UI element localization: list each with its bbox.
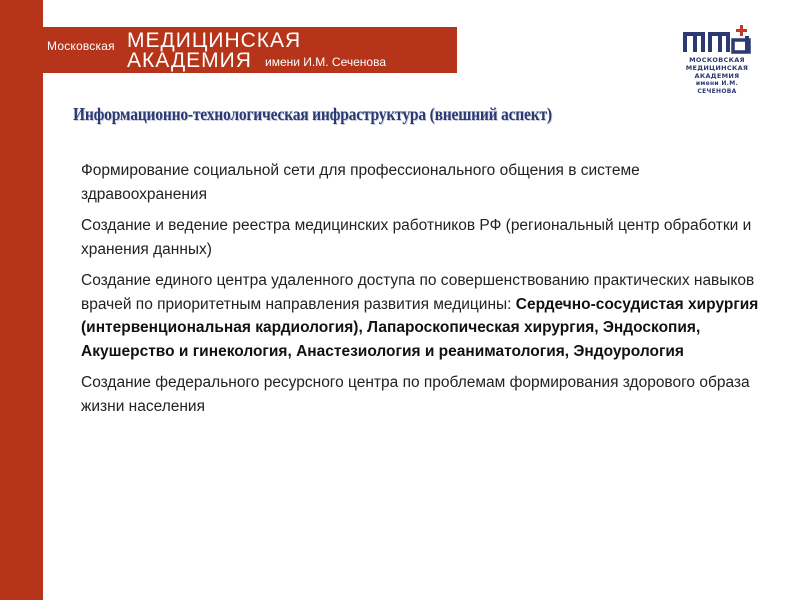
banner-small-right: имени И.М. Сеченова	[265, 55, 386, 69]
paragraph-text: Создание единого центра удаленного доступа по совершенствованию практических навыков врачей по приоритетным направления развития медицины:	[81, 272, 755, 313]
banner-title-line1: МЕДИЦИНСКАЯ	[127, 29, 302, 52]
logo-text-line3: АКАДЕМИЯ	[694, 72, 740, 80]
academy-logo	[677, 24, 757, 95]
slide-content	[81, 159, 761, 426]
paragraph-bold-specialties: Сердечно-сосудистая хирургия (интервенциональная кардиология), Лапароскопическая хирургия, Эндоскопия, Акушерство и гинекология, Анастезиология и реаниматология, Эндоурология	[81, 295, 759, 360]
left-accent-bar	[0, 0, 43, 600]
paragraph-text: Создание федерального ресурсного центра по проблемам формирования здорового образа жизни населения	[81, 374, 750, 415]
paragraph-text: Формирование социальной сети для профессионального общения в системе здравоохранения	[81, 162, 640, 203]
content-paragraph-4	[81, 371, 761, 418]
academy-logo-icon	[681, 24, 753, 54]
logo-text-line1: МОСКОВСКАЯ	[689, 56, 745, 64]
content-paragraph-1	[81, 159, 761, 206]
content-paragraph-2	[81, 214, 761, 261]
logo-text-line4: имени И.М. СЕЧЕНОВА	[695, 80, 739, 95]
logo-text-line2: МЕДИЦИНСКАЯ	[685, 64, 749, 72]
slide-subtitle: Информационно-технологическая инфраструктура (внешний аспект)	[73, 104, 552, 124]
header-banner	[35, 27, 457, 73]
banner-title-line2: АКАДЕМИЯ	[127, 49, 252, 72]
paragraph-text: Создание и ведение реестра медицинских работников РФ (региональный центр обработки и хранения данных)	[81, 217, 752, 258]
content-paragraph-3	[81, 269, 761, 363]
banner-small-left: Московская	[47, 39, 115, 53]
